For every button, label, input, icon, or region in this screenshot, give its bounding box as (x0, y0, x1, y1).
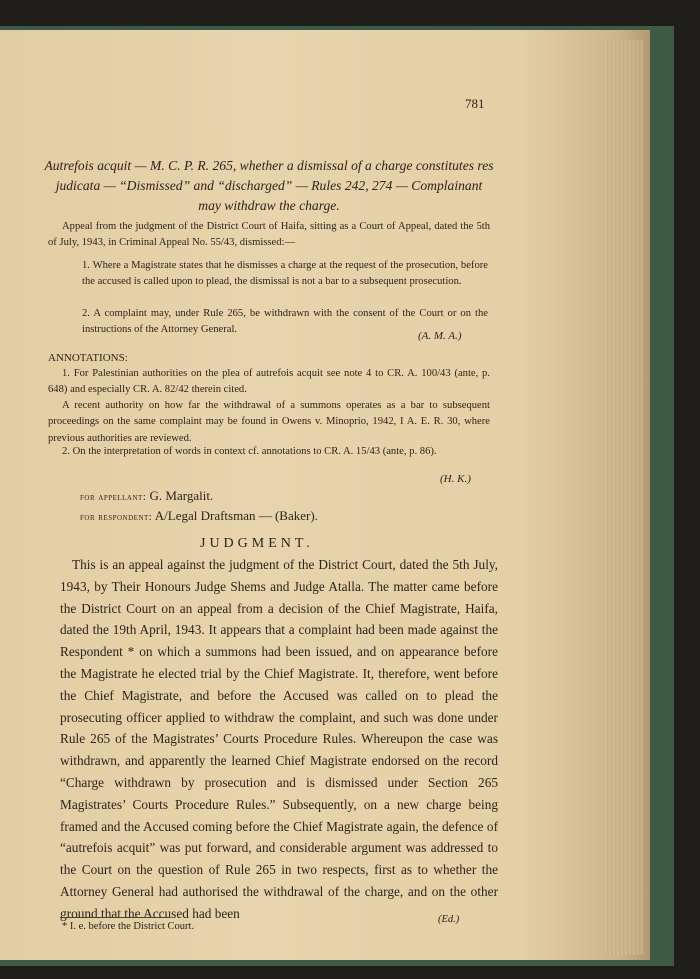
page-number: 781 (465, 96, 485, 111)
book-page (0, 30, 650, 960)
judgment-heading: JUDGMENT. (200, 536, 314, 551)
respondent-label: for respondent: (80, 512, 153, 523)
annotations-initials: (H. K.) (440, 473, 471, 485)
headnote: Autrefois acquit — M. C. P. R. 265, whether a dismissal of a charge constitutes res judicata — “Dismissed” and “discharged” — Rules 242, 274 — Complainant may withdraw the charge. (44, 158, 494, 213)
page-edges (604, 40, 644, 955)
judgment-body (60, 554, 498, 925)
annotation-2: A recent authority on how far the withdrawal of a summons operates as a bar to subsequent proceedings on the same complaint may be found in Owens v. Minoprio, 1942, I A. E. R. 30, where previous authorities are reviewed. (48, 400, 490, 444)
holdings-initials: (A. M. A.) (418, 330, 462, 342)
holding-2: 2. A complaint may, under Rule 265, be withdrawn with the consent of the Court or on the instructions of the Attorney General. (82, 308, 488, 336)
holding-1: 1. Where a Magistrate states that he dismisses a charge at the request of the prosecution, before the accused is called upon to plead, the dismissal is not a bar to a subsequent prosecution. (82, 260, 488, 288)
annotation-1: 1. For Palestinian authorities on the plea of autrefois acquit see note 4 to CR. A. 100/43 (ante, p. 648) and especially CR. A. 82/42 therein cited. (48, 368, 490, 396)
counsel-respondent (80, 508, 318, 526)
footnote-editor-mark: (Ed.) (438, 914, 460, 925)
footnote: * I. e. before the District Court. (62, 921, 195, 932)
annotations-heading: ANNOTATIONS: (48, 352, 128, 364)
annotation-3: 2. On the interpretation of words in context cf. annotations to CR. A. 15/43 (ante, p. 86). (62, 446, 437, 457)
appeal-intro: Appeal from the judgment of the District Court of Haifa, sitting as a Court of Appeal, dated the 5th of July, 1943, in Criminal Appeal No. 55/43, dismissed:— (48, 221, 490, 249)
judgment-paragraph: This is an appeal against the judgment of the District Court, dated the 5th July, 1943, by Their Honours Judge Shems and Judge Atalla. The matter came before the District Court on an appeal from a decision of the Chief Magistrate, Haifa, dated the 19th April, 1943. It appears that a complaint had been made against the Respondent * on which a summons had been issued, and on appearance before the Magistrate he elected trial by the Chief Magistrate. It, therefore, went before the Chief Magistrate, and before the Accused was called on to plead the prosecuting officer applied to withdraw the complaint, and such was done under Rule 265 of the Magistrates’ Courts Procedure Rules. Whereupon the case was withdrawn, and apparently the learned Chief Magistrate endorsed on the record “Charge withdrawn by prosecution and is dismissed under Section 265 Magistrates’ Courts Procedure Rules.” Subsequently, on a new charge being framed and the Accused coming before the Chief Magistrate again, the defence of “autrefois acquit” was put forward, and considerable argument was addressed to the Court on the question of Rule 265 in two respects, first as to whether the Attorney General had authorised the withdrawal of the charge, and on the other ground that the Accused had been (60, 557, 498, 921)
respondent-name: A/Legal Draftsman — (Baker). (154, 508, 318, 523)
appellant-label: for appellant: (80, 492, 147, 503)
footnote-rule (60, 917, 170, 918)
appellant-name: G. Margalit. (149, 488, 214, 503)
counsel-appellant (80, 488, 213, 506)
